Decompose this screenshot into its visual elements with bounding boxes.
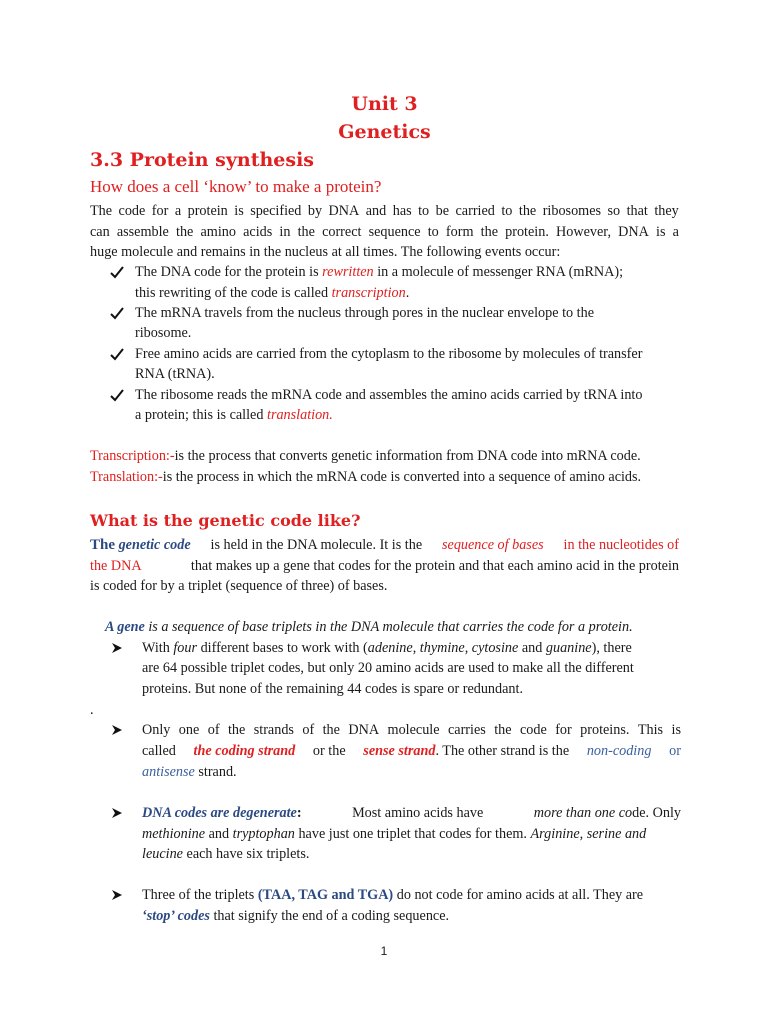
word: huge bbox=[90, 244, 118, 260]
word: following bbox=[426, 244, 482, 260]
event-item-4-cont: a protein; this is called translation. bbox=[135, 407, 333, 423]
word: of bbox=[302, 722, 315, 738]
word: to bbox=[427, 224, 439, 240]
subject-title: Genetics bbox=[338, 121, 431, 143]
arrow-bullet-icon bbox=[110, 888, 124, 902]
word: The bbox=[400, 244, 423, 260]
word: sequence bbox=[368, 224, 421, 240]
word: acids bbox=[243, 224, 273, 240]
event-item-1-cont: this rewriting of the code is called transcription. bbox=[135, 285, 410, 301]
intro-line-1 bbox=[90, 201, 679, 221]
word: Only bbox=[142, 722, 171, 738]
word: they bbox=[654, 203, 679, 219]
word: and bbox=[365, 203, 387, 219]
word: the bbox=[518, 203, 537, 219]
event-item-3: Free amino acids are carried from the cytoplasm to the ribosome by molecules of transfer bbox=[135, 346, 643, 362]
word: a bbox=[174, 203, 182, 219]
word: The bbox=[90, 203, 113, 219]
word: code bbox=[519, 722, 547, 738]
bullet-degenerate: DNA codes are degenerate: Most amino acids have more than one code. Only bbox=[142, 805, 681, 821]
word: is bbox=[234, 203, 244, 219]
definition-translation: Translation:-is the process in which the mRNA code is converted into a sequence of amino acids. bbox=[90, 469, 642, 485]
word: DNA bbox=[348, 722, 380, 738]
word: of bbox=[207, 722, 220, 738]
word: the bbox=[227, 722, 246, 738]
word: proteins. bbox=[580, 722, 630, 738]
word: and bbox=[176, 244, 198, 260]
bullet-coding-strand-cont-1: called the coding strand or the sense strand. The other strand is the non-coding or bbox=[142, 743, 681, 759]
word: be bbox=[435, 203, 450, 219]
word: one bbox=[178, 722, 200, 738]
event-item-2: The mRNA travels from the nucleus through pores in the nuclear envelope to the bbox=[135, 305, 594, 321]
checkmark-icon bbox=[110, 388, 124, 402]
word: in bbox=[249, 244, 261, 260]
genetic-code-para-line-3: is coded for by a triplet (sequence of three) of bases. bbox=[90, 578, 388, 594]
unit-title: Unit 3 bbox=[351, 93, 418, 115]
genetic-code-heading: What is the genetic code like? bbox=[90, 511, 361, 530]
word: specified bbox=[250, 203, 302, 219]
arrow-bullet-icon bbox=[110, 806, 124, 820]
word: the bbox=[263, 244, 282, 260]
word: at bbox=[331, 244, 342, 260]
page-number: 1 bbox=[380, 944, 388, 958]
word: correct bbox=[322, 224, 362, 240]
section-question: How does a cell ‘know’ to make a protein? bbox=[90, 177, 382, 196]
word: DNA bbox=[328, 203, 360, 219]
word: by bbox=[307, 203, 323, 219]
word: events bbox=[485, 244, 522, 260]
bullet-four-bases-cont-2: proteins. But none of the remaining 44 codes is spare or redundant. bbox=[142, 681, 523, 697]
word: to bbox=[418, 203, 430, 219]
word: amino bbox=[200, 224, 236, 240]
word: in bbox=[279, 224, 291, 240]
word: molecule bbox=[121, 244, 174, 260]
word: a bbox=[672, 224, 679, 240]
genetic-code-para-line-2: the DNA that makes up a gene that codes for the protein and that each amino acid in the protein bbox=[90, 558, 679, 574]
word: the bbox=[176, 224, 194, 240]
word: This bbox=[637, 722, 664, 738]
word: code bbox=[118, 203, 146, 219]
word: nucleus bbox=[284, 244, 329, 260]
section-heading: 3.3 Protein synthesis bbox=[90, 149, 314, 171]
word: carried bbox=[455, 203, 495, 219]
event-item-3-cont: RNA (tRNA). bbox=[135, 366, 215, 382]
word: to bbox=[501, 203, 513, 219]
word: all bbox=[345, 244, 360, 260]
bullet-degenerate-cont-2: leucine each have six triplets. bbox=[142, 846, 310, 862]
word: so bbox=[607, 203, 621, 219]
bullet-four-bases-cont-1: are 64 possible triplet codes, but only 20 amino acids are used to make all the different bbox=[142, 660, 634, 676]
word: is bbox=[656, 224, 666, 240]
word: form bbox=[445, 224, 474, 240]
word: the bbox=[480, 224, 498, 240]
word: However, bbox=[556, 224, 611, 240]
checkmark-icon bbox=[110, 265, 124, 279]
word: carries bbox=[447, 722, 486, 738]
word: strands bbox=[253, 722, 294, 738]
arrow-bullet-icon bbox=[110, 641, 124, 655]
event-item-1: The DNA code for the protein is rewritten in a molecule of messenger RNA (mRNA); bbox=[135, 264, 624, 280]
word: the bbox=[322, 722, 340, 738]
word: ribosomes bbox=[542, 203, 602, 219]
genetic-code-para-line-1: The genetic code is held in the DNA molecule. It is the sequence of bases in the nucleotides of bbox=[90, 537, 679, 553]
word: DNA bbox=[618, 224, 649, 240]
bullet-four-bases: With four different bases to work with (adenine, thymine, cytosine and guanine), there bbox=[142, 640, 632, 656]
event-item-2-cont: ribosome. bbox=[135, 325, 192, 341]
bullet-degenerate-cont-1: methionine and tryptophan have just one triplet that codes for them. Arginine, serine and bbox=[142, 826, 647, 842]
word: the bbox=[297, 224, 315, 240]
word: has bbox=[392, 203, 412, 219]
bullet-coding-strand-cont-2: antisense strand. bbox=[142, 764, 237, 780]
word: is bbox=[671, 722, 681, 738]
word: protein bbox=[187, 203, 228, 219]
word: molecule bbox=[387, 722, 440, 738]
gene-definition: A gene is a sequence of base triplets in the DNA molecule that carries the code for a protein. bbox=[105, 619, 633, 635]
word: times. bbox=[363, 244, 398, 260]
checkmark-icon bbox=[110, 347, 124, 361]
word: remains bbox=[200, 244, 246, 260]
definition-transcription: Transcription:-is the process that converts genetic information from DNA code into mRNA code. bbox=[90, 448, 641, 464]
word: for bbox=[555, 722, 572, 738]
word: that bbox=[626, 203, 648, 219]
stray-dot: . bbox=[90, 702, 94, 718]
bullet-stop-codes: Three of the triplets (TAA, TAG and TGA) do not code for amino acids at all. They are bbox=[142, 887, 644, 903]
intro-line-2 bbox=[90, 222, 679, 242]
word: occur: bbox=[524, 244, 561, 260]
word: can bbox=[90, 224, 110, 240]
word: assemble bbox=[116, 224, 169, 240]
event-item-4: The ribosome reads the mRNA code and assembles the amino acids carried by tRNA into bbox=[135, 387, 643, 403]
word: for bbox=[151, 203, 169, 219]
word: the bbox=[494, 722, 512, 738]
bullet-coding-strand bbox=[142, 720, 681, 740]
arrow-bullet-icon bbox=[110, 723, 124, 737]
bullet-stop-codes-cont: ‘stop’ codes that signify the end of a coding sequence. bbox=[142, 908, 450, 924]
word: protein. bbox=[505, 224, 549, 240]
checkmark-icon bbox=[110, 306, 124, 320]
intro-line-3 bbox=[90, 242, 560, 262]
